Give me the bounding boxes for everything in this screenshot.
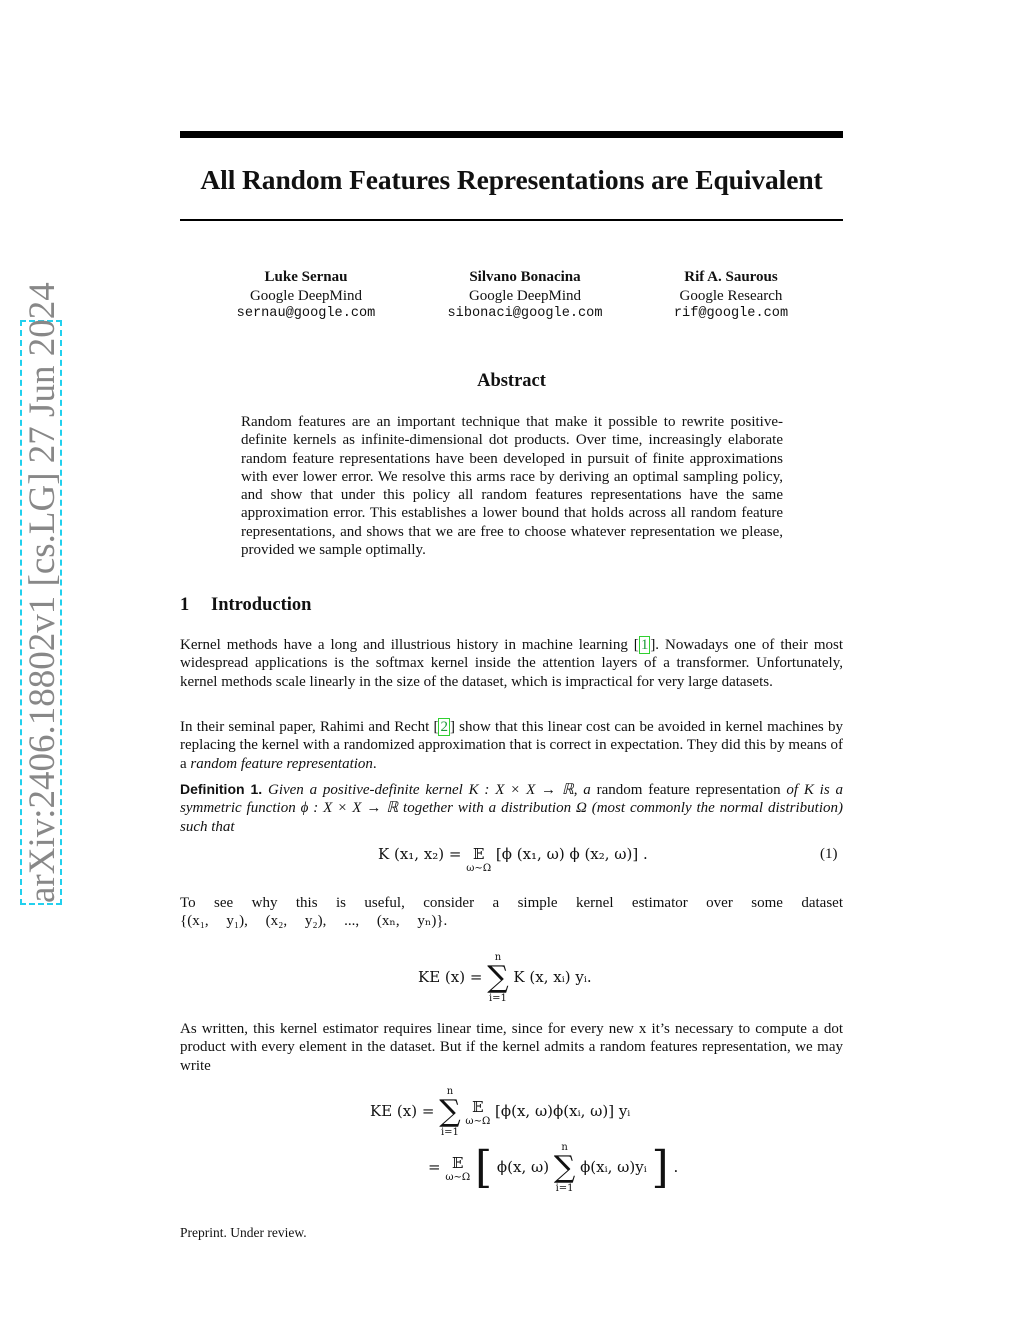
ke-rhs: K (x, xᵢ) yᵢ. — [513, 968, 592, 986]
definition-1 — [180, 780, 843, 836]
author-name: Silvano Bonacina — [469, 269, 581, 285]
expectation-operator — [445, 1154, 470, 1183]
summation — [487, 952, 508, 1004]
eq1-rhs: [ϕ (x₁, ω) ϕ (x₂, ω)] . — [495, 845, 648, 863]
author-name: Rif A. Saurous — [684, 269, 778, 285]
author-3 — [656, 268, 806, 324]
text: ] show that this linear cost can be avoided in kernel machines by replacing the kernel with a randomized approximation that is correct in expectation. They did this by means of a — [180, 719, 843, 772]
title-bottom-rule — [180, 219, 843, 221]
left-bracket: [ — [474, 1142, 493, 1193]
abstract-heading: Abstract — [477, 371, 546, 391]
text: . — [372, 755, 377, 772]
equation-kernel-estimator — [418, 952, 592, 1004]
paragraph-4: As written, this kernel estimator requires linear time, since for every new x it’s necessary to compute a dot product with every element in the dataset. But if the kernel admits a random features representation, we may write — [180, 1021, 843, 1074]
footer-note: Preprint. Under review. — [180, 1225, 307, 1240]
sum-symbol: ∑ — [487, 960, 509, 995]
arxiv-side-stamp: arXiv:2406.18802v1 [cs.LG] 27 Jun 2024 — [22, 282, 63, 903]
author-affiliation: Google Research — [679, 287, 783, 304]
author-2 — [430, 268, 620, 324]
author-name: Luke Sernau — [264, 269, 348, 285]
title-top-rule — [180, 131, 843, 138]
E-symbol: 𝔼 — [472, 845, 485, 863]
citation-link[interactable]: 1 — [640, 637, 649, 653]
emphasis: random feature representation — [190, 755, 373, 772]
ke-lhs: KE (x) = — [418, 968, 483, 986]
author-email[interactable]: sernau@google.com — [236, 306, 376, 321]
sum-lower: i=1 — [555, 1183, 574, 1194]
sum-symbol: ∑ — [439, 1094, 461, 1129]
citation-link[interactable]: 2 — [440, 719, 448, 735]
E-subscript: ω∼Ω — [465, 1115, 491, 1127]
E-subscript: ω∼Ω — [445, 1171, 471, 1183]
expectation-operator — [465, 1098, 490, 1127]
author-email[interactable]: rif@google.com — [673, 306, 789, 321]
section-heading — [180, 594, 843, 616]
sum-upper: n — [446, 1086, 454, 1097]
ke3-inner-b: ϕ(xᵢ, ω)yᵢ — [580, 1158, 647, 1176]
section-title: Introduction — [211, 595, 312, 615]
text: random feature representation — [596, 782, 781, 798]
definition-heading: Definition 1. — [180, 781, 263, 797]
ke3-eq: = — [428, 1158, 441, 1176]
paper-title: All Random Features Representations are Equivalent — [200, 164, 823, 195]
summation — [554, 1142, 575, 1194]
ke3-end: . — [673, 1158, 679, 1176]
ke3-inner-a: ϕ(x, ω) — [496, 1158, 550, 1176]
text: of K is a symmetric function ϕ : X × X → ℝ together with a distribution Ω (most commonly the normal distribution) such that — [180, 782, 843, 835]
eq1-lhs: K (x₁, x₂) = — [378, 845, 462, 863]
paragraph-1 — [180, 636, 843, 691]
equation-number: (1) — [820, 846, 838, 862]
abstract-text: Random features are an important technique that make it possible to rewrite positive-definite kernels as infinite-dimensional dot products. Over time, increasingly elaborate random feature representations have been developed in pursuit of finite approximations with ever lower error. We resolve this arms race by deriving an optimal sampling policy, and show that under this policy all random features representations have the same approximation error. This establishes a lower bound that holds across all random feature representations, and shows that we are free to choose whatever representation we please, provided we sample optimally. — [241, 414, 783, 559]
paragraph-3: To see why this is useful, consider a simple kernel estimator over some dataset {(x₁, y₁), (x₂, y₂), ..., (xₙ, yₙ)}. — [180, 895, 843, 930]
sum-upper: n — [561, 1142, 568, 1153]
expectation-operator — [466, 845, 491, 874]
right-bracket: ] — [651, 1142, 669, 1193]
equation-rf-estimator-line1 — [370, 1086, 630, 1138]
equation-1 — [378, 845, 648, 874]
text: ]. Nowadays one of their most widespread applications is the softmax kernel inside the attention layers of a transformer. Unfortunately, kernel methods scale linearly in the size of the dataset, which is impractical for very large datasets. — [180, 637, 843, 690]
sum-symbol: ∑ — [553, 1150, 576, 1185]
summation — [439, 1086, 460, 1138]
text: In their seminal paper, Rahimi and Recht [ — [180, 719, 439, 735]
sum-lower: i=1 — [488, 993, 507, 1004]
text: Kernel methods have a long and illustrious history in machine learning [ — [180, 637, 639, 653]
author-email[interactable]: sibonaci@google.com — [447, 306, 603, 321]
ke2-rhs: [ϕ(x, ω)ϕ(xᵢ, ω)] yᵢ — [495, 1102, 631, 1120]
section-number: 1 — [180, 595, 190, 615]
E-symbol: 𝔼 — [452, 1153, 464, 1172]
author-1 — [226, 268, 386, 324]
paragraph-2 — [180, 718, 843, 773]
E-symbol: 𝔼 — [472, 1097, 484, 1116]
sum-upper: n — [494, 952, 502, 963]
equation-rf-estimator-line2 — [428, 1142, 678, 1194]
text: Given a positive-definite kernel K : X × X → ℝ, a — [267, 782, 597, 798]
ke2-lhs: KE (x) = — [370, 1102, 435, 1120]
E-subscript: ω∼Ω — [466, 863, 492, 874]
author-affiliation: Google DeepMind — [249, 287, 363, 304]
sum-lower: i=1 — [440, 1127, 459, 1138]
author-affiliation: Google DeepMind — [468, 287, 582, 304]
